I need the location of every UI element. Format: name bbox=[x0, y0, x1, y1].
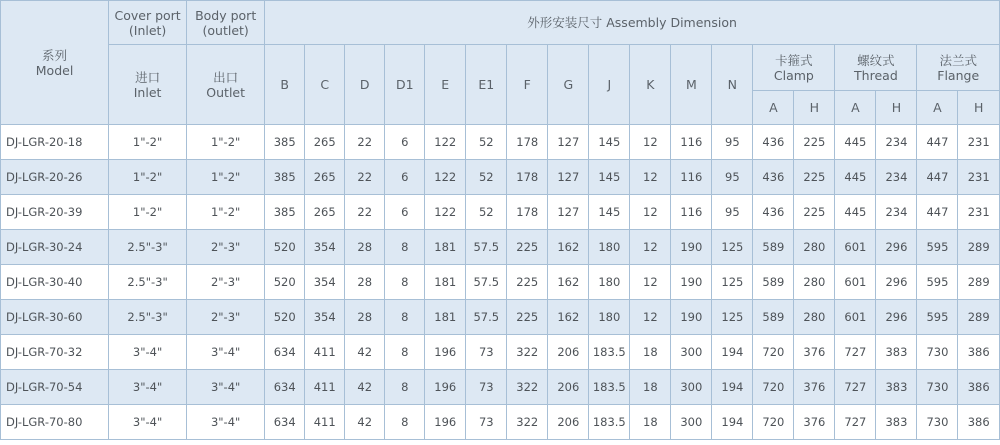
table-cell: 206 bbox=[548, 335, 589, 370]
table-cell: 12 bbox=[630, 160, 671, 195]
table-cell: 183.5 bbox=[589, 405, 630, 440]
table-cell: 2"-3" bbox=[187, 230, 265, 265]
clamp-header-zh: 卡箍式 bbox=[775, 52, 813, 68]
table-cell: 520 bbox=[265, 300, 305, 335]
table-cell: 3"-4" bbox=[187, 405, 265, 440]
table-cell: 22 bbox=[345, 195, 385, 230]
table-cell: 95 bbox=[712, 195, 753, 230]
table-cell: 178 bbox=[507, 160, 548, 195]
dim-header-b: B bbox=[265, 45, 305, 125]
dim-header-k: K bbox=[630, 45, 671, 125]
table-cell: 730 bbox=[917, 370, 958, 405]
table-cell: 376 bbox=[794, 405, 835, 440]
table-cell: 2.5"-3" bbox=[109, 300, 187, 335]
table-cell: 196 bbox=[425, 405, 466, 440]
outlet-header-en: Outlet bbox=[206, 84, 246, 100]
model-cell: DJ-LGR-30-24 bbox=[1, 230, 109, 265]
table-row bbox=[1, 300, 1000, 335]
table-cell: 190 bbox=[671, 265, 712, 300]
table-cell: 447 bbox=[917, 160, 958, 195]
outlet-header bbox=[187, 45, 265, 125]
table-cell: 57.5 bbox=[466, 230, 507, 265]
table-cell: 28 bbox=[345, 230, 385, 265]
dim-header-d1: D1 bbox=[385, 45, 425, 125]
table-cell: 727 bbox=[835, 370, 876, 405]
flange-header-en: Flange bbox=[937, 67, 980, 83]
table-cell: 180 bbox=[589, 265, 630, 300]
dim-header-j: J bbox=[589, 45, 630, 125]
table-cell: 520 bbox=[265, 265, 305, 300]
inlet-header-zh: 进口 bbox=[135, 69, 161, 85]
table-cell: 194 bbox=[712, 370, 753, 405]
table-cell: 225 bbox=[507, 300, 548, 335]
table-row bbox=[1, 335, 1000, 370]
clamp-a-header: A bbox=[753, 91, 794, 125]
table-cell: 127 bbox=[548, 125, 589, 160]
table-cell: 28 bbox=[345, 300, 385, 335]
table-cell: 1"-2" bbox=[109, 125, 187, 160]
table-cell: 125 bbox=[712, 265, 753, 300]
table-cell: 231 bbox=[958, 125, 1000, 160]
table-cell: 720 bbox=[753, 370, 794, 405]
table-cell: 3"-4" bbox=[109, 405, 187, 440]
table-cell: 8 bbox=[385, 405, 425, 440]
table-cell: 436 bbox=[753, 195, 794, 230]
clamp-header-en: Clamp bbox=[773, 67, 814, 83]
thread-h-header: H bbox=[876, 91, 917, 125]
table-cell: 727 bbox=[835, 335, 876, 370]
table-cell: 225 bbox=[794, 195, 835, 230]
table-cell: 411 bbox=[305, 335, 345, 370]
table-cell: 296 bbox=[876, 265, 917, 300]
model-cell: DJ-LGR-70-80 bbox=[1, 405, 109, 440]
table-cell: 196 bbox=[425, 370, 466, 405]
table-cell: 376 bbox=[794, 335, 835, 370]
table-row bbox=[1, 125, 1000, 160]
table-cell: 2"-3" bbox=[187, 300, 265, 335]
table-cell: 3"-4" bbox=[109, 335, 187, 370]
table-cell: 18 bbox=[630, 335, 671, 370]
dim-header-c: C bbox=[305, 45, 345, 125]
table-cell: 3"-4" bbox=[187, 370, 265, 405]
flange-h-header: H bbox=[958, 91, 1000, 125]
table-cell: 727 bbox=[835, 405, 876, 440]
table-cell: 234 bbox=[876, 160, 917, 195]
table-cell: 300 bbox=[671, 405, 712, 440]
table-row bbox=[1, 195, 1000, 230]
table-cell: 447 bbox=[917, 125, 958, 160]
table-cell: 265 bbox=[305, 125, 345, 160]
table-cell: 634 bbox=[265, 370, 305, 405]
model-cell: DJ-LGR-20-18 bbox=[1, 125, 109, 160]
table-cell: 6 bbox=[385, 125, 425, 160]
table-cell: 181 bbox=[425, 265, 466, 300]
table-cell: 589 bbox=[753, 265, 794, 300]
table-cell: 322 bbox=[507, 335, 548, 370]
table-cell: 194 bbox=[712, 405, 753, 440]
table-cell: 436 bbox=[753, 125, 794, 160]
table-cell: 162 bbox=[548, 300, 589, 335]
table-cell: 589 bbox=[753, 300, 794, 335]
assembly-dimension-header: 外形安装尺寸 Assembly Dimension bbox=[265, 1, 1000, 45]
table-cell: 383 bbox=[876, 405, 917, 440]
table-cell: 601 bbox=[835, 230, 876, 265]
table-cell: 601 bbox=[835, 265, 876, 300]
table-cell: 122 bbox=[425, 160, 466, 195]
table-cell: 57.5 bbox=[466, 265, 507, 300]
table-cell: 322 bbox=[507, 370, 548, 405]
table-cell: 125 bbox=[712, 300, 753, 335]
table-cell: 354 bbox=[305, 265, 345, 300]
table-row bbox=[1, 265, 1000, 300]
dim-header-e: E bbox=[425, 45, 466, 125]
table-cell: 8 bbox=[385, 265, 425, 300]
table-cell: 127 bbox=[548, 195, 589, 230]
dim-header-n: N bbox=[712, 45, 753, 125]
table-cell: 18 bbox=[630, 405, 671, 440]
table-body bbox=[1, 125, 1000, 440]
table-cell: 22 bbox=[345, 125, 385, 160]
table-cell: 383 bbox=[876, 335, 917, 370]
table-cell: 322 bbox=[507, 405, 548, 440]
table-cell: 234 bbox=[876, 125, 917, 160]
table-cell: 2.5"-3" bbox=[109, 230, 187, 265]
model-header-en: Model bbox=[35, 62, 74, 78]
table-cell: 57.5 bbox=[466, 300, 507, 335]
table-cell: 225 bbox=[794, 125, 835, 160]
table-cell: 280 bbox=[794, 300, 835, 335]
table-cell: 181 bbox=[425, 230, 466, 265]
table-cell: 73 bbox=[466, 370, 507, 405]
table-cell: 300 bbox=[671, 370, 712, 405]
flange-a-header: A bbox=[917, 91, 958, 125]
table-cell: 181 bbox=[425, 300, 466, 335]
table-cell: 162 bbox=[548, 230, 589, 265]
cover-port-header: Cover port (Inlet) bbox=[109, 1, 187, 45]
table-cell: 385 bbox=[265, 160, 305, 195]
table-cell: 296 bbox=[876, 300, 917, 335]
table-cell: 383 bbox=[876, 370, 917, 405]
flange-header bbox=[917, 45, 1000, 91]
flange-header-zh: 法兰式 bbox=[939, 52, 977, 68]
table-cell: 231 bbox=[958, 160, 1000, 195]
table-cell: 589 bbox=[753, 230, 794, 265]
thread-header-en: Thread bbox=[854, 67, 898, 83]
table-cell: 300 bbox=[671, 335, 712, 370]
table-cell: 595 bbox=[917, 300, 958, 335]
body-port-header: Body port (outlet) bbox=[187, 1, 265, 45]
dim-header-m: M bbox=[671, 45, 712, 125]
table-cell: 595 bbox=[917, 265, 958, 300]
table-cell: 445 bbox=[835, 160, 876, 195]
table-cell: 720 bbox=[753, 335, 794, 370]
dim-header-g: G bbox=[548, 45, 589, 125]
model-cell: DJ-LGR-70-54 bbox=[1, 370, 109, 405]
thread-header bbox=[835, 45, 917, 91]
table-cell: 12 bbox=[630, 300, 671, 335]
table-cell: 280 bbox=[794, 265, 835, 300]
table-cell: 8 bbox=[385, 230, 425, 265]
table-cell: 411 bbox=[305, 370, 345, 405]
model-header-zh: 系列 bbox=[42, 47, 68, 63]
table-cell: 28 bbox=[345, 265, 385, 300]
table-cell: 1"-2" bbox=[187, 160, 265, 195]
table-row bbox=[1, 405, 1000, 440]
table-cell: 289 bbox=[958, 300, 1000, 335]
table-cell: 354 bbox=[305, 230, 345, 265]
table-cell: 8 bbox=[385, 370, 425, 405]
table-cell: 183.5 bbox=[589, 370, 630, 405]
table-cell: 73 bbox=[466, 335, 507, 370]
table-cell: 42 bbox=[345, 335, 385, 370]
thread-a-header: A bbox=[835, 91, 876, 125]
table-cell: 289 bbox=[958, 230, 1000, 265]
inlet-header bbox=[109, 45, 187, 125]
table-cell: 12 bbox=[630, 230, 671, 265]
table-cell: 376 bbox=[794, 370, 835, 405]
table-cell: 386 bbox=[958, 370, 1000, 405]
table-cell: 8 bbox=[385, 335, 425, 370]
table-cell: 52 bbox=[466, 195, 507, 230]
model-cell: DJ-LGR-30-40 bbox=[1, 265, 109, 300]
table-cell: 116 bbox=[671, 195, 712, 230]
table-cell: 730 bbox=[917, 405, 958, 440]
table-cell: 95 bbox=[712, 160, 753, 195]
table-cell: 2.5"-3" bbox=[109, 265, 187, 300]
table-cell: 127 bbox=[548, 160, 589, 195]
table-header bbox=[1, 1, 1000, 125]
dim-header-d: D bbox=[345, 45, 385, 125]
table-cell: 52 bbox=[466, 125, 507, 160]
table-cell: 2"-3" bbox=[187, 265, 265, 300]
table-cell: 178 bbox=[507, 125, 548, 160]
model-cell: DJ-LGR-30-60 bbox=[1, 300, 109, 335]
table-cell: 190 bbox=[671, 230, 712, 265]
table-cell: 95 bbox=[712, 125, 753, 160]
table-cell: 280 bbox=[794, 230, 835, 265]
table-cell: 234 bbox=[876, 195, 917, 230]
table-cell: 42 bbox=[345, 405, 385, 440]
table-cell: 122 bbox=[425, 195, 466, 230]
table-cell: 225 bbox=[507, 230, 548, 265]
table-cell: 42 bbox=[345, 370, 385, 405]
model-header bbox=[1, 1, 109, 125]
table-cell: 634 bbox=[265, 335, 305, 370]
table-cell: 385 bbox=[265, 195, 305, 230]
table-cell: 52 bbox=[466, 160, 507, 195]
table-cell: 190 bbox=[671, 300, 712, 335]
table-cell: 145 bbox=[589, 195, 630, 230]
table-cell: 385 bbox=[265, 125, 305, 160]
table-cell: 73 bbox=[466, 405, 507, 440]
table-cell: 194 bbox=[712, 335, 753, 370]
table-cell: 231 bbox=[958, 195, 1000, 230]
table-cell: 3"-4" bbox=[109, 370, 187, 405]
table-cell: 18 bbox=[630, 370, 671, 405]
table-row bbox=[1, 370, 1000, 405]
table-cell: 445 bbox=[835, 195, 876, 230]
model-cell: DJ-LGR-20-39 bbox=[1, 195, 109, 230]
table-cell: 3"-4" bbox=[187, 335, 265, 370]
table-cell: 180 bbox=[589, 230, 630, 265]
table-cell: 6 bbox=[385, 195, 425, 230]
table-cell: 178 bbox=[507, 195, 548, 230]
table-cell: 289 bbox=[958, 265, 1000, 300]
table-cell: 22 bbox=[345, 160, 385, 195]
table-cell: 12 bbox=[630, 125, 671, 160]
table-cell: 125 bbox=[712, 230, 753, 265]
inlet-header-en: Inlet bbox=[133, 84, 162, 100]
table-cell: 386 bbox=[958, 335, 1000, 370]
table-cell: 116 bbox=[671, 160, 712, 195]
table-cell: 206 bbox=[548, 405, 589, 440]
table-cell: 122 bbox=[425, 125, 466, 160]
table-cell: 225 bbox=[794, 160, 835, 195]
table-cell: 386 bbox=[958, 405, 1000, 440]
model-cell: DJ-LGR-20-26 bbox=[1, 160, 109, 195]
model-cell: DJ-LGR-70-32 bbox=[1, 335, 109, 370]
clamp-header bbox=[753, 45, 835, 91]
table-cell: 296 bbox=[876, 230, 917, 265]
table-cell: 1"-2" bbox=[109, 160, 187, 195]
table-cell: 595 bbox=[917, 230, 958, 265]
table-cell: 116 bbox=[671, 125, 712, 160]
table-cell: 12 bbox=[630, 195, 671, 230]
table-cell: 634 bbox=[265, 405, 305, 440]
table-cell: 730 bbox=[917, 335, 958, 370]
table-cell: 145 bbox=[589, 125, 630, 160]
table-cell: 265 bbox=[305, 195, 345, 230]
thread-header-zh: 螺纹式 bbox=[857, 52, 895, 68]
table-cell: 1"-2" bbox=[109, 195, 187, 230]
dim-header-f: F bbox=[507, 45, 548, 125]
table-cell: 411 bbox=[305, 405, 345, 440]
table-cell: 225 bbox=[507, 265, 548, 300]
dim-header-e1: E1 bbox=[466, 45, 507, 125]
table-cell: 445 bbox=[835, 125, 876, 160]
table-cell: 196 bbox=[425, 335, 466, 370]
table-cell: 720 bbox=[753, 405, 794, 440]
table-cell: 12 bbox=[630, 265, 671, 300]
table-cell: 1"-2" bbox=[187, 125, 265, 160]
table-row bbox=[1, 160, 1000, 195]
table-cell: 145 bbox=[589, 160, 630, 195]
table-cell: 183.5 bbox=[589, 335, 630, 370]
table-cell: 601 bbox=[835, 300, 876, 335]
table-cell: 354 bbox=[305, 300, 345, 335]
clamp-h-header: H bbox=[794, 91, 835, 125]
table-cell: 8 bbox=[385, 300, 425, 335]
table-cell: 265 bbox=[305, 160, 345, 195]
table-cell: 520 bbox=[265, 230, 305, 265]
table-cell: 6 bbox=[385, 160, 425, 195]
table-cell: 206 bbox=[548, 370, 589, 405]
table-cell: 1"-2" bbox=[187, 195, 265, 230]
table-cell: 447 bbox=[917, 195, 958, 230]
table-cell: 436 bbox=[753, 160, 794, 195]
outlet-header-zh: 出口 bbox=[213, 69, 239, 85]
table-row bbox=[1, 230, 1000, 265]
table-cell: 162 bbox=[548, 265, 589, 300]
table-cell: 180 bbox=[589, 300, 630, 335]
